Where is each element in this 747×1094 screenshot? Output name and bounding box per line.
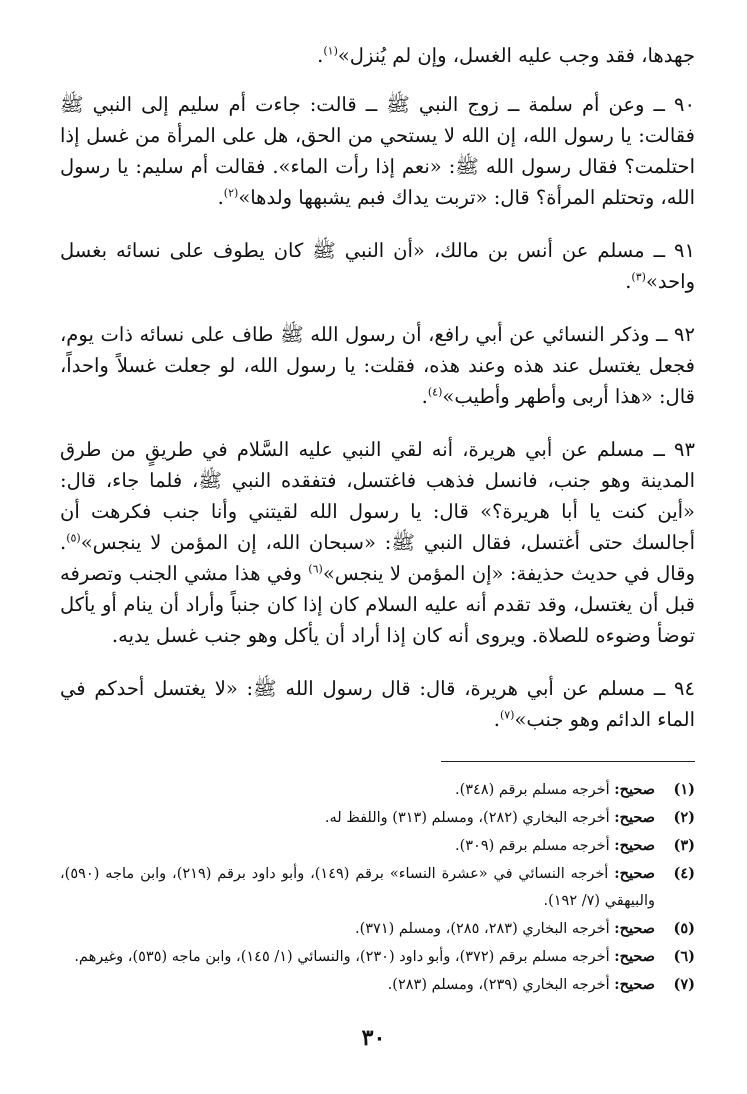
hadith-93 <box>60 434 695 651</box>
footnote-item <box>60 804 695 832</box>
footnote-ref[interactable]: (٥) <box>66 531 81 545</box>
footnote-label: صحيح: <box>614 781 655 798</box>
footnote-number: (٧) <box>673 976 695 993</box>
footnote-body: أخرجه البخاري (٢٨٣، ٢٨٥)، ومسلم (٣٧١). <box>354 921 610 937</box>
paragraph-text: . وقال في حديث حذيفة: «إن المؤمن لا ينجس» <box>60 531 695 585</box>
footnote-item <box>60 915 695 943</box>
footnote-ref[interactable]: (٤) <box>427 385 443 399</box>
footnote-text <box>60 832 659 860</box>
paragraph-continuation: جهدها، فقد وجب عليه الغسل، وإن لم يُنزل»$^{(١)}$. <box>317 44 695 67</box>
footnote-text <box>60 860 659 915</box>
footnote-label: صحيح: <box>614 809 655 826</box>
footnote-text <box>60 943 659 971</box>
footnote-label: صحيح: <box>614 920 655 937</box>
footnotes-list <box>60 776 695 999</box>
page-number: ٣٠ <box>361 1025 386 1051</box>
footnote-text <box>60 776 659 804</box>
paragraph-text: جهدها، فقد وجب عليه الغسل، وإن لم يُنزل» <box>337 44 695 67</box>
paragraph-text: وفي هذا مشي الجنب وتصرفه قبل أن يغتسل، وقد تقدم أنه عليه السلام كان إذا كان جنباً وأراد أن ينام أو يأكل توضأ وضوءه للصلاة. ويروى أنه كان إذا أراد أن يأكل وهو جنب غسل يديه. <box>60 562 695 647</box>
footnote-number: (١) <box>673 781 695 798</box>
footnote-body: أخرجه مسلم برقم (٣٠٩). <box>454 838 610 854</box>
paragraph-text: ٩٠ ــ وعن أم سلمة ــ زوج النبي ﷺ ــ قالت: جاءت أم سليم إلى النبي ﷺ فقالت: يا رسول الله، إن الله لا يستحي من الحق، هل على المرأة من غسل إذا احتلمت؟ فقال رسول الله ﷺ: «نعم إذا رأت الماء». فقالت أم سليم: يا رسول الله، وتحتلم المرأة؟ قال: «تربت يداك فبم يشبهها ولدها» <box>60 93 695 209</box>
hadith-94: ٩٤ ــ مسلم عن أبي هريرة، قال: قال رسول الله ﷺ: «لا يغتسل أحدكم في الماء الدائم وهو جنب»$^{(٧)}$. <box>60 677 695 731</box>
footnote-item <box>60 832 695 860</box>
footnote-item <box>60 776 695 804</box>
footnote-ref[interactable]: (٧) <box>499 708 515 722</box>
footnote-number: (٣) <box>673 837 695 854</box>
footnote-ref[interactable]: (١) <box>323 44 338 58</box>
footnote-divider <box>441 761 695 762</box>
paragraph-text: ٩٢ ــ وذكر النسائي عن أبي رافع، أن رسول الله ﷺ طاف على نسائه ذات يوم، فجعل يغتسل عند هذه وعند هذه، فقلت: يا رسول الله، لو جعلت غسلاً واحداً، قال: «هذا أربى وأطهر وأطيب» <box>60 323 695 408</box>
footnote-body: أخرجه البخاري (٢٨٢)، ومسلم (٣١٣) واللفظ له. <box>324 810 610 826</box>
paragraph-text: ٩١ ــ مسلم عن أنس بن مالك، «أن النبي ﷺ كان يطوف على نسائه بغسل واحد» <box>60 239 695 293</box>
footnote-label: صحيح: <box>614 865 655 882</box>
hadith-90: ٩٠ ــ وعن أم سلمة ــ زوج النبي ﷺ ــ قالت: جاءت أم سليم إلى النبي ﷺ فقالت: يا رسول الله، إن الله لا يستحي من الحق، هل على المرأة من غسل إذا احتلمت؟ فقال رسول الله ﷺ: «نعم إذا رأت الماء». فقالت أم سليم: يا رسول الله، وتحتلم المرأة؟ قال: «تربت يداك فبم يشبهها ولدها»$^{(٢)}$. <box>60 93 695 209</box>
hadith-92: ٩٢ ــ وذكر النسائي عن أبي رافع، أن رسول الله ﷺ طاف على نسائه ذات يوم، فجعل يغتسل عند هذه وعند هذه، فقلت: يا رسول الله، لو جعلت غسلاً واحداً، قال: «هذا أربى وأطهر وأطيب»$^{(٤)}$. <box>60 323 695 408</box>
footnote-number: (٢) <box>673 809 695 826</box>
footnote-label: صحيح: <box>614 976 655 993</box>
footnote-number: (٦) <box>673 948 695 965</box>
footnote-item <box>60 943 695 971</box>
footnote-ref[interactable]: (٦) <box>308 562 323 576</box>
footnote-body: أخرجه النسائي في «عشرة النساء» برقم (١٤٩)، وأبو داود برقم (٢١٩)، وابن ماجه (٥٩٠)، والبيهقي (٧/ ١٩٢). <box>60 866 655 909</box>
hadith-91: ٩١ ــ مسلم عن أنس بن مالك، «أن النبي ﷺ كان يطوف على نسائه بغسل واحد»$^{(٣)}$. <box>60 239 695 293</box>
footnote-number: (٤) <box>673 865 695 882</box>
footnote-ref[interactable]: (٣) <box>631 270 646 284</box>
footnote-label: صحيح: <box>614 948 655 965</box>
footnote-body: أخرجه مسلم برقم (٣٤٨). <box>454 782 610 798</box>
footnote-number: (٥) <box>673 920 695 937</box>
footnote-body: أخرجه البخاري (٢٣٩)، ومسلم (٢٨٣). <box>387 977 610 993</box>
footnote-label: صحيح: <box>614 837 655 854</box>
paragraph-text: ٩٤ ــ مسلم عن أبي هريرة، قال: قال رسول الله ﷺ: «لا يغتسل أحدكم في الماء الدائم وهو جنب» <box>60 677 695 731</box>
footnote-text <box>60 971 659 999</box>
footnote-item <box>60 971 695 999</box>
footnote-ref[interactable]: (٢) <box>223 186 239 200</box>
footnote-text <box>60 915 659 943</box>
footnote-item <box>60 860 695 915</box>
paragraph-text: ٩٣ ــ مسلم عن أبي هريرة، أنه لقي النبي عليه السَّلام في طريقٍ من طرق المدينة وهو جنب، فانسل فذهب فاغتسل، فتفقده النبي ﷺ، فلما جاء، قال: «أين كنت يا أبا هريرة؟» قال: يا رسول الله لقيتني وأنا جنب فكرهت أن أجالسك حتى أغتسل، فقال النبي ﷺ: «سبحان الله، إن المؤمن لا ينجس» <box>60 438 695 554</box>
footnote-body: أخرجه مسلم برقم (٣٧٢)، وأبو داود (٢٣٠)، والنسائي (١/ ١٤٥)، وابن ماجه (٥٣٥)، وغيرهم. <box>74 949 610 965</box>
footnote-text <box>60 804 659 832</box>
